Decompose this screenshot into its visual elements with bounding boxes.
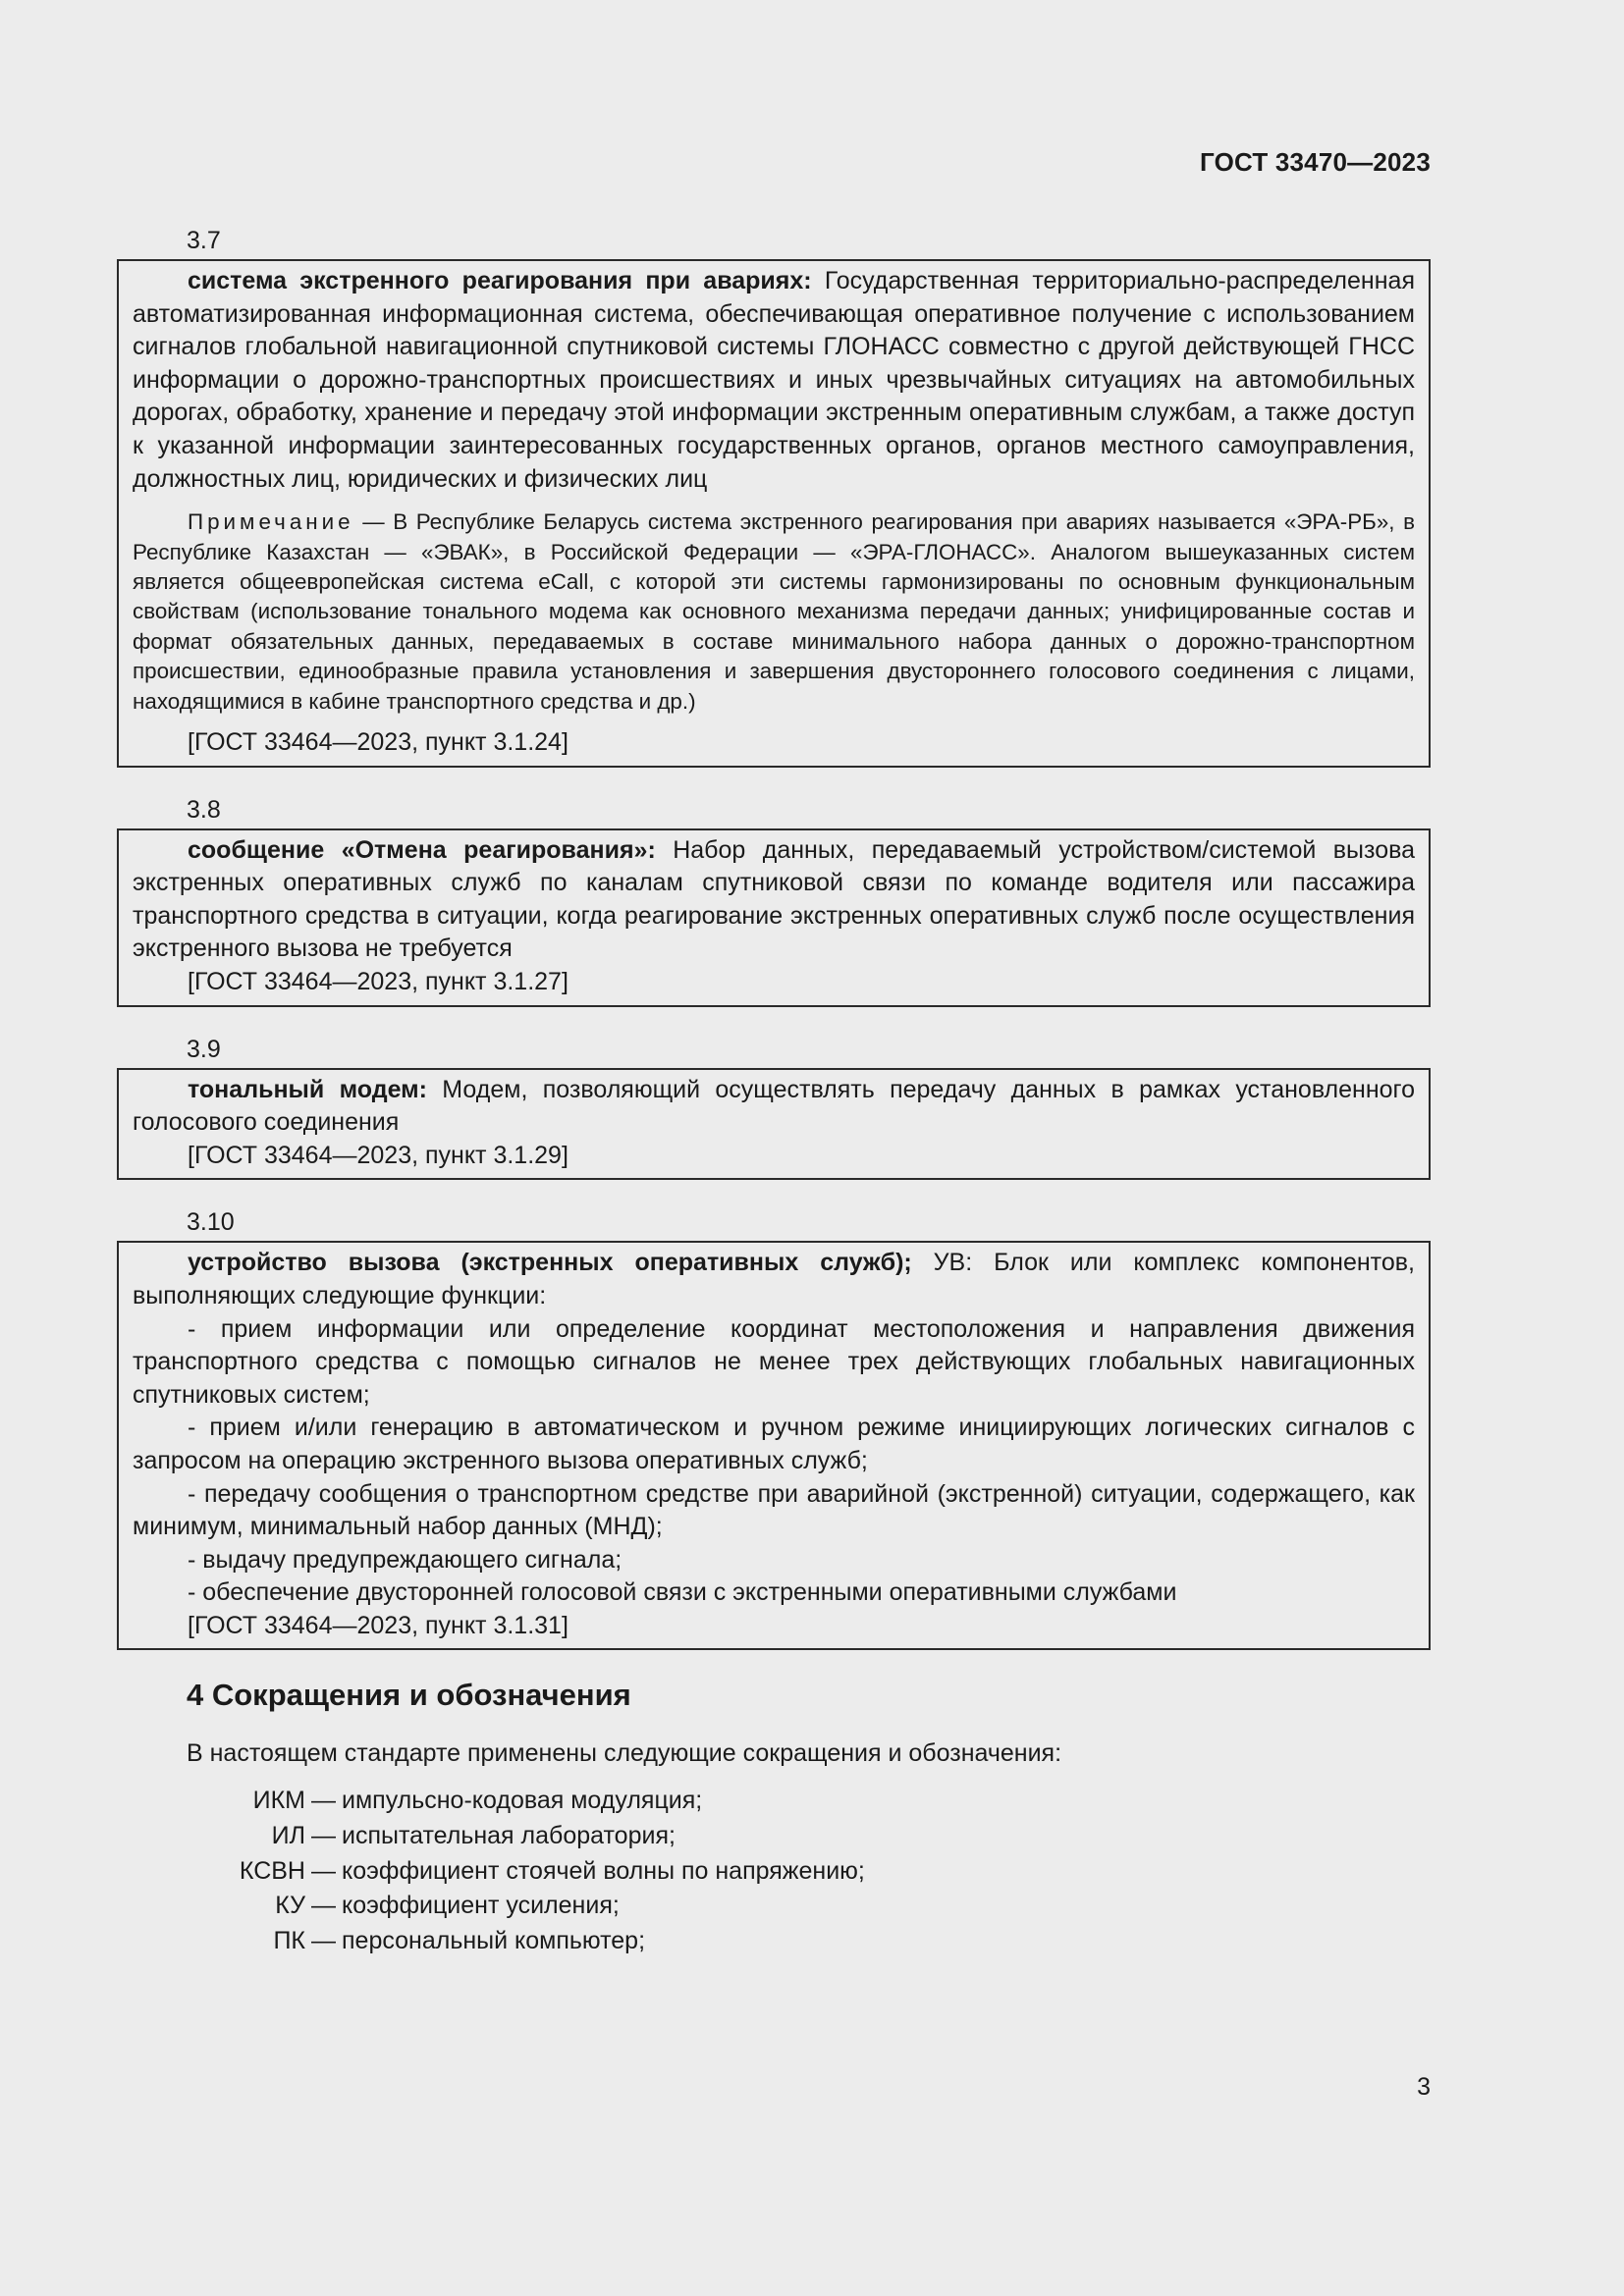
document-code: ГОСТ 33470—2023: [1200, 147, 1431, 177]
function-item: - обеспечение двусторонней голосовой связи с экстренными оперативными службами: [188, 1578, 1177, 1607]
abbreviation-row: [117, 1819, 1431, 1854]
term-reference: [ГОСТ 33464—2023, пункт 3.1.31]: [188, 1611, 568, 1639]
term-reference: [ГОСТ 33464—2023, пункт 3.1.29]: [188, 1141, 568, 1169]
abbreviation-key: ИЛ: [271, 1822, 305, 1850]
abbreviation-row: [117, 1854, 1431, 1890]
abbreviation-row: [117, 1889, 1431, 1924]
term-definition: [133, 1074, 1415, 1140]
term-definition: [133, 834, 1415, 966]
abbreviation-value: коэффициент усиления;: [342, 1892, 620, 1920]
term-box-3-7: [117, 259, 1431, 768]
definition-text: Набор данных, передаваемый устройством/системой вызова экстренных оперативных служб по каналам спутниковой связи по команде водителя или пассажира транспортного средства в ситуации, когда реагирование экстренных оперативных служб после осуществления экстренного вызова не требуется: [133, 835, 1415, 963]
abbreviation-row: [117, 1784, 1431, 1819]
definition-text: УВ: Блок или комплекс компонентов, выполняющих следующие функции:: [133, 1249, 1415, 1309]
abbreviation-value: импульсно-кодовая модуляция;: [342, 1787, 703, 1815]
term-number: 3.7: [187, 227, 221, 254]
abbreviation-value: коэффициент стоячей волны по напряжению;: [342, 1856, 865, 1885]
term-reference: [ГОСТ 33464—2023, пункт 3.1.24]: [188, 728, 568, 756]
abbreviation-dash: —: [311, 1822, 336, 1850]
abbreviation-key: ПК: [273, 1926, 305, 1954]
function-item: - выдачу предупреждающего сигнала;: [188, 1545, 623, 1574]
term-box-3-9: [117, 1068, 1431, 1181]
term-number: 3.9: [187, 1035, 221, 1063]
term-reference: [ГОСТ 33464—2023, пункт 3.1.27]: [188, 967, 568, 995]
note-text: — В Республике Беларусь система экстренного реагирования при авариях называется «ЭРА-РБ», в Республике Казахстан — «ЭВАК», в Российской Федерации — «ЭРА-ГЛОНАСС». Аналогом вышеуказанных систем является общеевропейская система eCall, с которой эти системы гармонизированы по основным функциональным свойствам (использование тонального модема как основного механизма передачи данных; унифицированные состав и формат обязательных данных, передаваемых в составе минимального набора данных о дорожно-транспортном происшествии, единообразные правила установления и завершения двустороннего голосового соединения с лицами, находящимися в кабине транспортного средства и др.): [133, 509, 1415, 714]
function-item: - передачу сообщения о транспортном средстве при аварийной (экстренной) ситуации, содержащего, как минимум, минимальный набор данных (МНД);: [133, 1479, 1415, 1541]
function-item: - прием и/или генерацию в автоматическом и ручном режиме инициирующих логических сигналов с запросом на операцию экстренного вызова оперативных служб;: [133, 1414, 1415, 1474]
term-title: устройство вызова (экстренных оперативных служб);: [188, 1249, 912, 1277]
abbreviation-dash: —: [311, 1787, 336, 1815]
abbreviation-list: [117, 1784, 1431, 1958]
term-number: 3.8: [187, 795, 221, 824]
term-definition: [133, 1247, 1415, 1312]
term-title: тональный модем:: [188, 1075, 427, 1103]
definition-text: Модем, позволяющий осуществлять передачу данных в рамках установленного голосового соединения: [133, 1075, 1416, 1137]
abbreviation-dash: —: [311, 1892, 336, 1920]
abbreviation-dash: —: [311, 1856, 336, 1885]
abbreviation-value: персональный компьютер;: [342, 1926, 646, 1954]
abbreviation-value: испытательная лаборатория;: [342, 1822, 676, 1850]
page-number: 3: [1417, 2073, 1431, 2101]
section-intro: В настоящем стандарте применены следующие сокращения и обозначения:: [187, 1739, 1062, 1768]
term-box-3-10: [117, 1241, 1431, 1650]
note-label: Примечание: [188, 509, 354, 535]
abbreviation-key: КСВН: [239, 1856, 305, 1885]
term-number: 3.10: [187, 1208, 235, 1237]
term-title: система экстренного реагирования при авариях:: [188, 267, 812, 294]
abbreviation-key: КУ: [275, 1892, 305, 1920]
page-content: [117, 224, 1431, 1958]
note: [133, 507, 1415, 717]
section-title: 4 Сокращения и обозначения: [187, 1678, 631, 1713]
function-item: - прием информации или определение координат местоположения и направления движения транспортного средства с помощью сигналов не менее трех действующих глобальных навигационных спутниковых систем;: [133, 1314, 1415, 1409]
term-title: сообщение «Отмена реагирования»:: [188, 835, 656, 864]
term-box-3-8: [117, 828, 1431, 1007]
definition-text: Государственная территориально-распределенная автоматизированная информационная система, обеспечивающая оперативное получение с использованием сигналов глобальной навигационной спутниковой системы ГЛОНАСС совместно с другой действующей ГНСС информации о дорожно-транспортных происшествиях и иных чрезвычайных ситуациях на автомобильных дорогах, обработку, хранение и передачу этой информации экстренным оперативным службам, а также доступ к указанной информации заинтересованных государственных органов, органов местного самоуправления, должностных лиц, юридических и физических лиц: [133, 267, 1415, 493]
term-definition: [133, 265, 1415, 496]
abbreviation-key: ИКМ: [252, 1787, 305, 1815]
abbreviation-row: [117, 1924, 1431, 1959]
abbreviation-dash: —: [311, 1926, 336, 1954]
